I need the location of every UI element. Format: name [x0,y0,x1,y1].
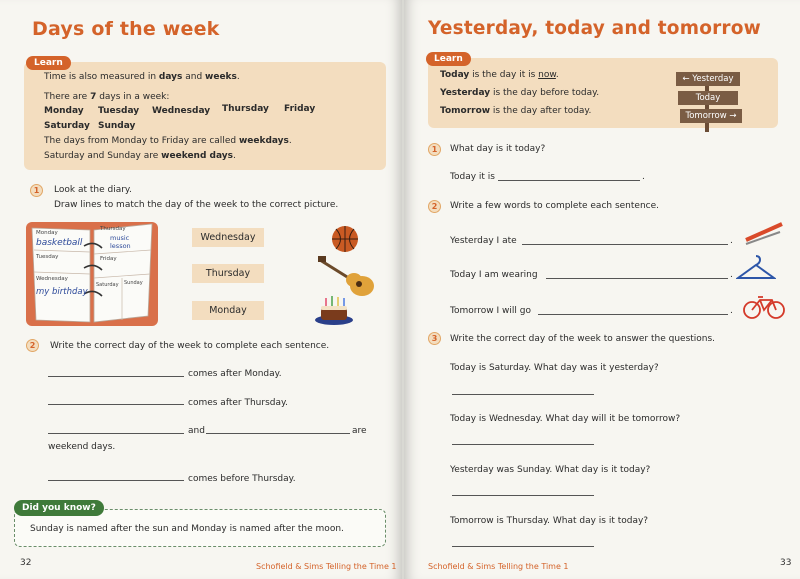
learn-tomorrow-line: Tomorrow is the day after today. [440,106,592,116]
question-3c-text: Yesterday was Sunday. What day is it today? [450,465,651,475]
question-3d-answer-line[interactable] [452,546,594,547]
yesterday-ate-label: Yesterday I ate [450,236,517,246]
question-3a-answer-line[interactable] [452,394,594,395]
today-wearing-label: Today I am wearing [450,270,538,280]
right-page [404,0,800,579]
page-number-right: 33 [780,558,792,568]
diary-friday-label: Friday [100,256,117,262]
answer-line-2[interactable] [48,404,184,405]
answer-line-3b[interactable] [206,433,350,434]
yesterday-answer-end: . [730,236,733,246]
did-you-know-label: Did you know? [14,500,104,516]
learn-label: Learn [426,52,471,66]
footer-left: Schofield & Sims Telling the Time 1 [256,562,397,571]
bicycle-icon [742,292,786,320]
learn-line-4: Saturday and Sunday are weekend days. [44,151,236,161]
page-number-left: 32 [20,558,32,568]
question-3d-text: Tomorrow is Thursday. What day is it today? [450,516,649,526]
diary-tuesday-label: Tuesday [36,254,59,260]
yesterday-answer-line[interactable] [522,244,728,245]
question-3-text: Write the correct day of the week to answer the questions. [450,334,716,344]
question-3b-text: Today is Wednesday. What day will it be tomorrow? [450,414,681,424]
sign-yesterday: ← Yesterday [676,72,740,86]
birthday-cake-icon [314,292,354,326]
sentence-3-line-2: weekend days. [48,442,116,452]
sentence-3-and: and [188,426,205,436]
sign-tomorrow: Tomorrow → [680,109,742,123]
question-3c-answer-line[interactable] [452,495,594,496]
sentence-4-text: comes before Thursday. [188,474,296,484]
question-3b-answer-line[interactable] [452,444,594,445]
diary-wednesday-label: Wednesday [36,276,68,282]
footer-right: Schofield & Sims Telling the Time 1 [428,562,569,571]
sentence-3-are: are [352,426,367,436]
today-answer-line[interactable] [498,180,640,181]
diary-basketball-note: basketball [36,238,83,248]
coat-hanger-icon [736,252,776,282]
learn-line-3: The days from Monday to Friday are called weekdays. [44,136,292,146]
wearing-answer-end: . [730,270,733,280]
diary-monday-label: Monday [36,230,58,236]
diary-lesson-note: lesson [110,242,131,250]
page-title: Yesterday, today and tomorrow [428,18,761,39]
day-monday: Monday [44,106,84,116]
match-day-wednesday: Wednesday [192,228,264,247]
sentence-1-text: comes after Monday. [188,369,282,379]
learn-line-1: Time is also measured in days and weeks. [44,72,240,82]
sign-today: Today [678,91,738,105]
did-you-know-text: Sunday is named after the sun and Monday is named after the moon. [30,524,344,534]
question-2-text: Write the correct day of the week to complete each sentence. [50,341,330,351]
day-thursday: Thursday [222,104,269,114]
today-it-is-label: Today it is [450,172,495,182]
signpost-pole [705,78,709,132]
day-wednesday: Wednesday [152,106,211,116]
day-saturday: Saturday [44,121,90,131]
tomorrow-answer-end: . [730,306,733,316]
question-3a-text: Today is Saturday. What day was it yesterday? [450,363,659,373]
diary-birthday-note: my birthday [36,287,88,297]
tomorrow-go-label: Tomorrow I will go [450,306,531,316]
answer-line-3a[interactable] [48,433,184,434]
day-tuesday: Tuesday [98,106,140,116]
question-3-number: 3 [428,332,441,345]
diary-saturday-label: Saturday [96,282,119,288]
question-1-number: 1 [30,184,43,197]
question-1-line-2: Draw lines to match the day of the week to the correct picture. [54,200,339,210]
page-title: Days of the week [32,18,220,40]
question-2-number: 2 [26,339,39,352]
question-1-line-1: Look at the diary. [54,185,132,195]
today-answer-end: . [642,172,645,182]
question-1-number: 1 [428,143,441,156]
day-sunday: Sunday [98,121,136,131]
answer-line-1[interactable] [48,376,184,377]
diary-music-note: music [110,234,130,242]
question-1-text: What day is it today? [450,144,546,154]
basketball-icon [330,224,360,254]
question-2-number: 2 [428,200,441,213]
wearing-answer-line[interactable] [546,278,728,279]
question-2-text: Write a few words to complete each sentence. [450,201,660,211]
match-day-monday: Monday [192,301,264,320]
diary-thursday-label: Thursday [100,226,126,232]
answer-line-4[interactable] [48,480,184,481]
match-day-thursday: Thursday [192,264,264,283]
sentence-2-text: comes after Thursday. [188,398,288,408]
learn-yesterday-line: Yesterday is the day before today. [440,88,600,98]
day-friday: Friday [284,104,316,114]
tomorrow-answer-line[interactable] [538,314,728,315]
knife-and-fork-icon [742,220,786,246]
learn-today-line: Today is the day it is now. [440,70,559,80]
learn-line-2: There are 7 days in a week: [44,92,170,102]
learn-label: Learn [26,56,71,70]
diary-sunday-label: Sunday [124,280,143,286]
